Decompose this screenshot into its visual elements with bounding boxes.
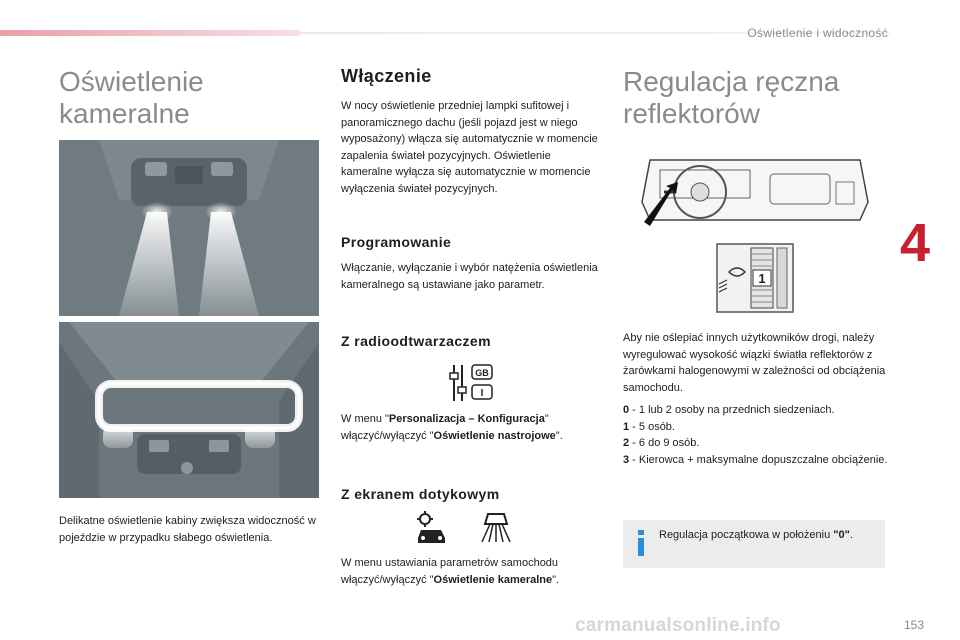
radio-text — [341, 411, 603, 444]
programowanie-text: Włączanie, wyłączanie i wybór natężenia oświetlenia kameralnego są ustawiane jako parametr. — [341, 262, 598, 291]
car-settings-icon — [412, 510, 452, 546]
list-item — [623, 419, 893, 436]
position-key: 0 — [623, 404, 630, 416]
right-title: Regulacja ręczna reflektorów — [623, 66, 840, 129]
touch-text-part: ". — [552, 573, 560, 586]
position-key: 1 — [623, 420, 630, 433]
list-item — [623, 452, 893, 469]
touch-text — [341, 555, 603, 588]
position-desc: - 1 lub 2 osoby na przednich siedzeniach. — [629, 404, 835, 416]
radio-menu-name: Personalizacja – Konfiguracja — [388, 413, 545, 425]
heading-programowanie: Programowanie — [341, 234, 452, 250]
headlamp-adjust-wheel — [715, 242, 795, 314]
icon-gb-label: GB — [475, 368, 489, 378]
left-title: Oświetlenie kameralne — [59, 66, 204, 129]
wlaczenie-text: W nocy oświetlenie przedniej lampki sufitowej i panoramicznego dachu (jeśli pojazd jest w niego wyposażony) włącza się automatycznie w momencie zapalenia świateł pozycyjnych. Oświetlenie kameralne wyłącza się automatycznie w momencie wyłączenia świateł pozycyjnych. — [341, 100, 598, 195]
heading-radio: Z radioodtwarzaczem — [341, 333, 491, 349]
panoramic-roof-illustration — [59, 322, 319, 498]
ambient-light-icon — [476, 510, 516, 546]
info-icon — [633, 530, 649, 556]
radio-text-part: " włączyć/wyłączyć " — [341, 413, 549, 442]
touch-option-name: Oświetlenie kameralne — [433, 573, 553, 586]
radio-text-part: W menu " — [341, 413, 389, 425]
watermark: carmanualsonline.info — [575, 615, 781, 636]
headlamp-text: Aby nie oślepiać innych użytkowników drogi, należy wyregulować wysokość wiązki światła reflektorów z żarówkami halogenowymi w zależności od obciążenia samochodu. — [623, 332, 886, 394]
list-item — [623, 435, 893, 452]
page-number: 153 — [903, 618, 924, 632]
radio-option-name: Oświetlenie nastrojowe — [433, 429, 556, 442]
chapter-number: 4 — [900, 213, 931, 273]
ceiling-lamp-illustration — [59, 140, 319, 316]
position-desc: - 6 do 9 osób. — [629, 437, 700, 449]
info-text-part: . — [849, 529, 853, 541]
panoramic-roof-photo — [59, 322, 319, 498]
ceiling-lamp-photo — [59, 140, 319, 316]
settings-gb-icon — [448, 363, 496, 403]
header-accent-bar — [0, 30, 300, 36]
section-title: Oświetlenie i widoczność — [747, 26, 888, 40]
list-item — [623, 402, 893, 419]
position-desc: - 5 osób. — [629, 420, 675, 433]
info-text — [659, 529, 853, 541]
headlamp-positions-list — [623, 402, 893, 468]
left-caption: Delikatne oświetlenie kabiny zwiększa widoczność w pojeździe w przypadku słabego oświetlenia. — [59, 515, 316, 544]
wheel-position-label: 1 — [758, 271, 766, 286]
touch-text-part: W menu ustawiania parametrów samochodu włączyć/wyłączyć " — [341, 557, 559, 586]
info-box — [623, 520, 885, 568]
heading-touchscreen: Z ekranem dotykowym — [341, 486, 500, 502]
icon-i-label: I — [480, 388, 484, 399]
dashboard-illustration — [630, 152, 880, 242]
info-text-part: Regulacja początkowa w położeniu — [659, 529, 834, 541]
position-desc: - Kierowca + maksymalne dopuszczalne obciążenie. — [629, 453, 888, 466]
radio-text-part: ". — [555, 429, 563, 442]
position-key: 3 — [623, 453, 630, 466]
heading-wlaczenie: Włączenie — [341, 66, 432, 86]
position-key: 2 — [623, 437, 630, 449]
info-value: "0" — [833, 529, 850, 541]
